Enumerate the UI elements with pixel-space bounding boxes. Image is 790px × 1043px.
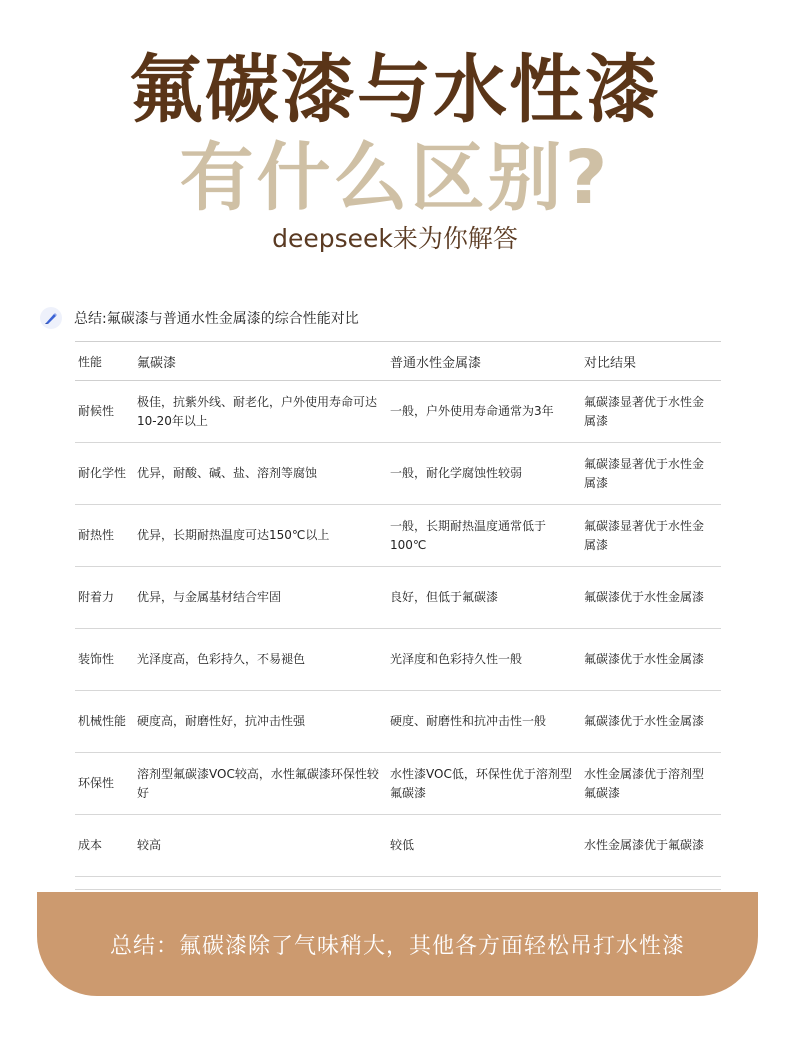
header-property: 性能 (78, 354, 103, 369)
row-waterborne: 光泽度和色彩持久性一般 (390, 652, 523, 666)
table-row (75, 505, 721, 567)
table-row (75, 691, 721, 753)
footer-summary: 总结：氟碳漆除了气味稍大，其他各方面轻松吊打水性漆 (109, 933, 685, 959)
title-line-1: 氟碳漆与水性漆 (129, 47, 661, 133)
row-fluorocarbon: 硬度高，耐磨性好，抗冲击性强 (137, 714, 306, 728)
row-result: 氟碳漆优于水性金属漆 (584, 590, 705, 604)
table-row (75, 815, 721, 877)
title-line-2: 有什么区别? (179, 135, 611, 221)
table-row (75, 753, 721, 815)
row-property: 机械性能 (78, 714, 127, 728)
row-waterborne: 一般，长期耐热温度通常低于100℃ (390, 518, 547, 552)
row-fluorocarbon: 较高 (137, 838, 162, 852)
row-result: 氟碳漆优于水性金属漆 (584, 714, 705, 728)
pen-icon (40, 307, 62, 329)
row-fluorocarbon: 优异，与金属基材结合牢固 (137, 590, 282, 604)
row-result: 水性金属漆优于溶剂型氟碳漆 (584, 766, 705, 800)
row-property: 耐候性 (78, 404, 115, 418)
table-header-row (75, 342, 721, 381)
row-property: 耐热性 (78, 528, 115, 542)
row-result: 氟碳漆显著优于水性金属漆 (584, 394, 705, 428)
table-row (75, 629, 721, 691)
header-fluorocarbon: 氟碳漆 (137, 355, 177, 371)
table-row (75, 443, 721, 505)
summary-heading (40, 303, 740, 333)
table-row (75, 567, 721, 629)
comparison-table (75, 341, 721, 890)
row-fluorocarbon: 光泽度高，色彩持久，不易褪色 (137, 652, 306, 666)
row-fluorocarbon: 极佳，抗紫外线、耐老化，户外使用寿命可达10-20年以上 (137, 394, 378, 428)
row-property: 附着力 (78, 590, 115, 604)
row-result: 氟碳漆优于水性金属漆 (584, 652, 705, 666)
row-waterborne: 硬度、耐磨性和抗冲击性一般 (390, 714, 547, 728)
row-fluorocarbon: 溶剂型氟碳漆VOC较高，水性氟碳漆环保性较好 (137, 766, 379, 800)
table-row (75, 381, 721, 443)
row-fluorocarbon: 优异，耐酸、碱、盐、溶剂等腐蚀 (137, 466, 318, 480)
row-waterborne: 较低 (390, 838, 415, 852)
footer-banner (37, 892, 758, 996)
row-property: 耐化学性 (78, 466, 127, 480)
row-waterborne: 一般，户外使用寿命通常为3年 (390, 404, 554, 418)
subtitle: deepseek来为你解答 (272, 224, 518, 253)
header-waterborne: 普通水性金属漆 (390, 355, 482, 371)
header-result: 对比结果 (584, 355, 637, 371)
table-divider (75, 877, 721, 890)
row-result: 氟碳漆显著优于水性金属漆 (584, 456, 705, 490)
row-property: 成本 (78, 838, 103, 852)
row-property: 环保性 (78, 776, 115, 790)
row-result: 氟碳漆显著优于水性金属漆 (584, 518, 705, 552)
row-result: 水性金属漆优于氟碳漆 (584, 838, 705, 852)
row-waterborne: 一般，耐化学腐蚀性较弱 (390, 466, 523, 480)
row-waterborne: 水性漆VOC低，环保性优于溶剂型氟碳漆 (390, 766, 572, 800)
row-fluorocarbon: 优异，长期耐热温度可达150℃以上 (137, 528, 330, 542)
row-property: 装饰性 (78, 652, 115, 666)
row-waterborne: 良好，但低于氟碳漆 (390, 590, 499, 604)
summary-text: 总结:氟碳漆与普通水性金属漆的综合性能对比 (74, 311, 359, 327)
